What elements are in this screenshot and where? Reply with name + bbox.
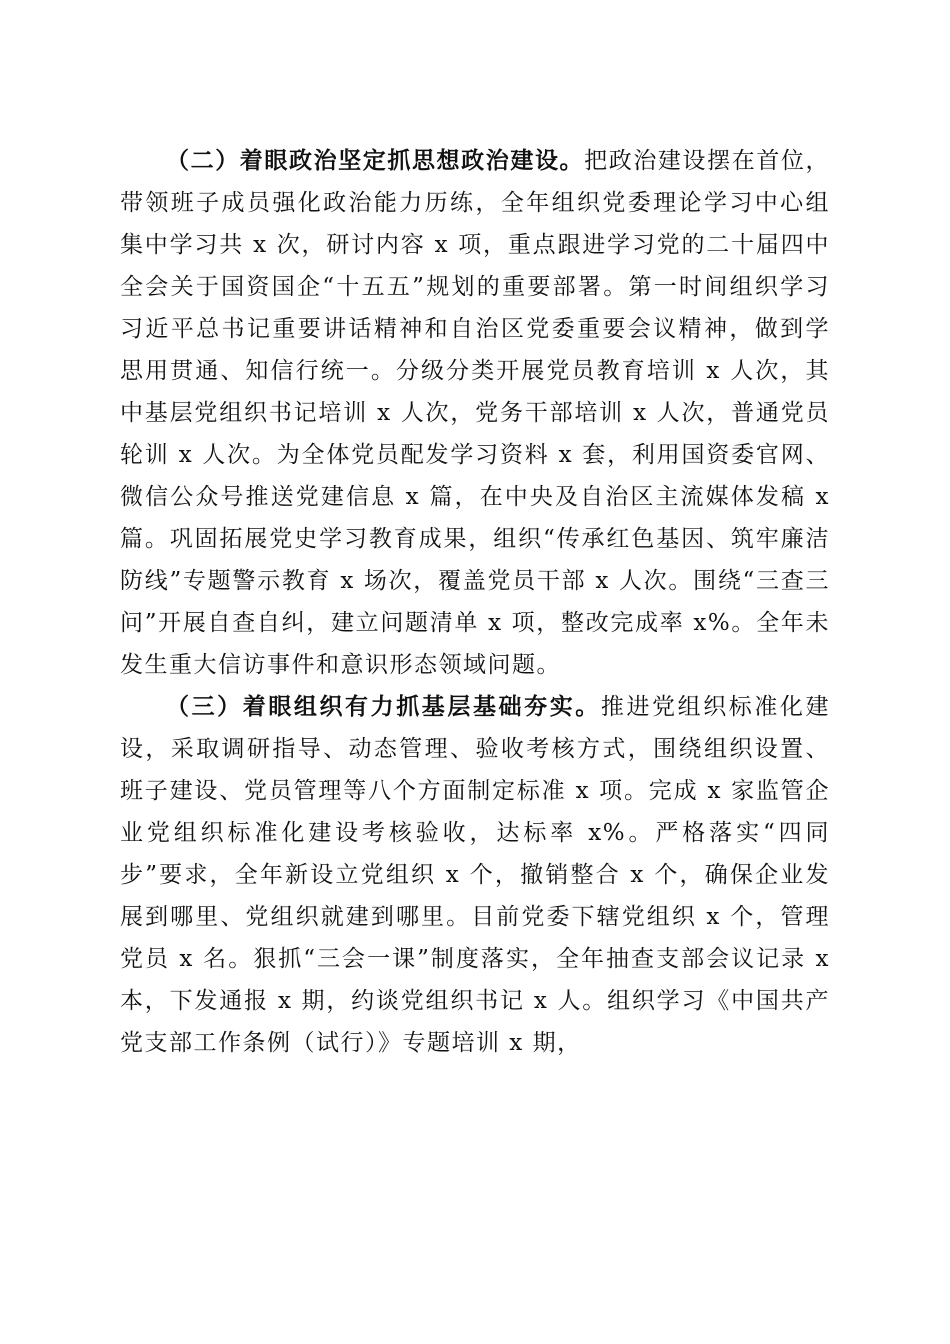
section-2-body: 把政治建设摆在首位，带领班子成员强化政治能力历练，全年组织党委理论学习中心组集中学习共 x 次，研讨内容 x 项，重点跟进学习党的二十届四中全会关于国资国企“十五五”规划的重要部署。第一时间组织学习习近平总书记重要讲话精神和自治区党委重要会议精神，做到学思用贯通、知信行统一。分级分类开展党员教育培训 x 人次，其中基层党组织书记培训 x 人次，党务干部培训 x 人次，普通党员轮训 x 人次。为全体党员配发学习资料 x 套，利用国资委官网、微信公众号推送党建信息 x 篇，在中央及自治区主流媒体发稿 x 篇。巩固拓展党史学习教育成果，组织“传承红色基因、筑牢廉洁防线”专题警示教育 x 场次，覆盖党员干部 x 人次。围绕“三查三问”开展自查自纠，建立问题清单 x 项，整改完成率 x%。全年未发生重大信访事件和意识形态领域问题。	[120, 148, 831, 678]
section-3-heading: （三）着眼组织有力抓基层基础夯实。	[166, 693, 601, 720]
paragraph-section-3	[120, 686, 830, 1064]
paragraph-section-2	[120, 140, 830, 686]
document-body	[120, 140, 830, 1064]
section-2-heading: （二）着眼政治坚定抓思想政治建设。	[166, 147, 585, 174]
section-3-body: 推进党组织标准化建设，采取调研指导、动态管理、验收考核方式，围绕组织设置、班子建设、党员管理等八个方面制定标准 x 项。完成 x 家监管企业党组织标准化建设考核验收，达标率 x%。严格落实“四同步”要求，全年新设立党组织 x 个，撤销整合 x 个，确保企业发展到哪里、党组织就建到哪里。目前党委下辖党组织 x 个，管理党员 x 名。狠抓“三会一课”制度落实，全年抽查支部会议记录 x 本，下发通报 x 期，约谈党组织书记 x 人。组织学习《中国共产党支部工作条例（试行）》专题培训 x 期，	[120, 694, 831, 1056]
